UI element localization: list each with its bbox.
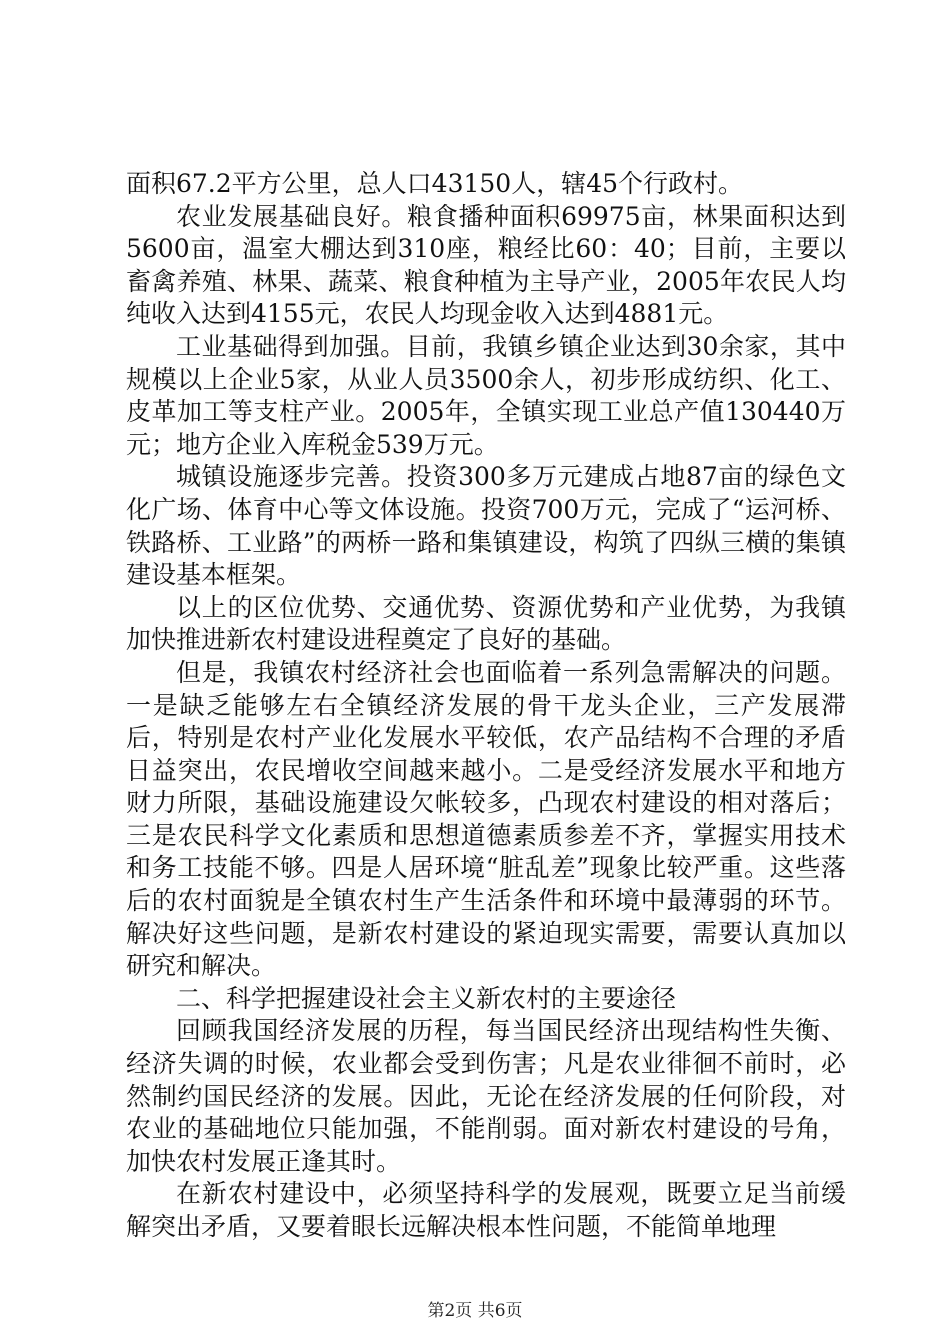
paragraph-agriculture: 农业发展基础良好。粮食播种面积69975亩，林果面积达到5600亩，温室大棚达到310座，粮经比60：40；目前，主要以畜禽养殖、林果、蔬菜、粮食种植为主导产业，2005年农民人均纯收入达到4155元，农民人均现金收入达到4881元。 [126, 201, 846, 329]
paragraph-town-facilities: 城镇设施逐步完善。投资300多万元建成占地87亩的绿色文化广场、体育中心等文体设施。投资700万元，完成了“运河桥、铁路桥、工业路”的两桥一路和集镇建设，构筑了四纵三横的集镇建设基本框架。 [126, 462, 846, 590]
paragraph-scientific-development: 在新农村建设中，必须坚持科学的发展观，既要立足当前缓解突出矛盾，又要着眼长远解决根本性问题，不能简单地理 [126, 1179, 846, 1241]
paragraph-advantages: 以上的区位优势、交通优势、资源优势和产业优势，为我镇加快推进新农村建设进程奠定了良好的基础。 [126, 592, 846, 655]
paragraph-industry: 工业基础得到加强。目前，我镇乡镇企业达到30余家，其中规模以上企业5家，从业人员3500余人，初步形成纺织、化工、皮革加工等支柱产业。2005年，全镇实现工业总产值130440万元；地方企业入库税金539万元。 [126, 331, 846, 459]
paragraph-review: 回顾我国经济发展的历程，每当国民经济出现结构性失衡、经济失调的时候，农业都会受到伤害；凡是农业徘徊不前时，必然制约国民经济的发展。因此，无论在经济发展的任何阶段，对农业的基础地位只能加强，不能削弱。面对新农村建设的号角，加快农村发展正逢其时。 [126, 1016, 846, 1176]
paragraph-continuation: 面积67.2平方公里，总人口43150人，辖45个行政村。 [126, 169, 744, 198]
document-body [126, 168, 846, 1244]
page-footer: 第2页 共6页 [427, 1301, 523, 1321]
paragraph-problems: 但是，我镇农村经济社会也面临着一系列急需解决的问题。一是缺乏能够左右全镇经济发展的骨干龙头企业，三产发展滞后，特别是农村产业化发展水平较低，农产品结构不合理的矛盾日益突出，农民增收空间越来越小。二是受经济发展水平和地方财力所限，基础设施建设欠帐较多，凸现农村建设的相对落后；三是农民科学文化素质和思想道德素质参差不齐，掌握实用技术和务工技能不够。四是人居环境“脏乱差”现象比较严重。这些落后的农村面貌是全镇农村生产生活条件和环境中最薄弱的环节。解决好这些问题，是新农村建设的紧迫现实需要，需要认真加以研究和解决。 [126, 657, 846, 981]
section-heading: 二、科学把握建设社会主义新农村的主要途径 [176, 983, 677, 1013]
